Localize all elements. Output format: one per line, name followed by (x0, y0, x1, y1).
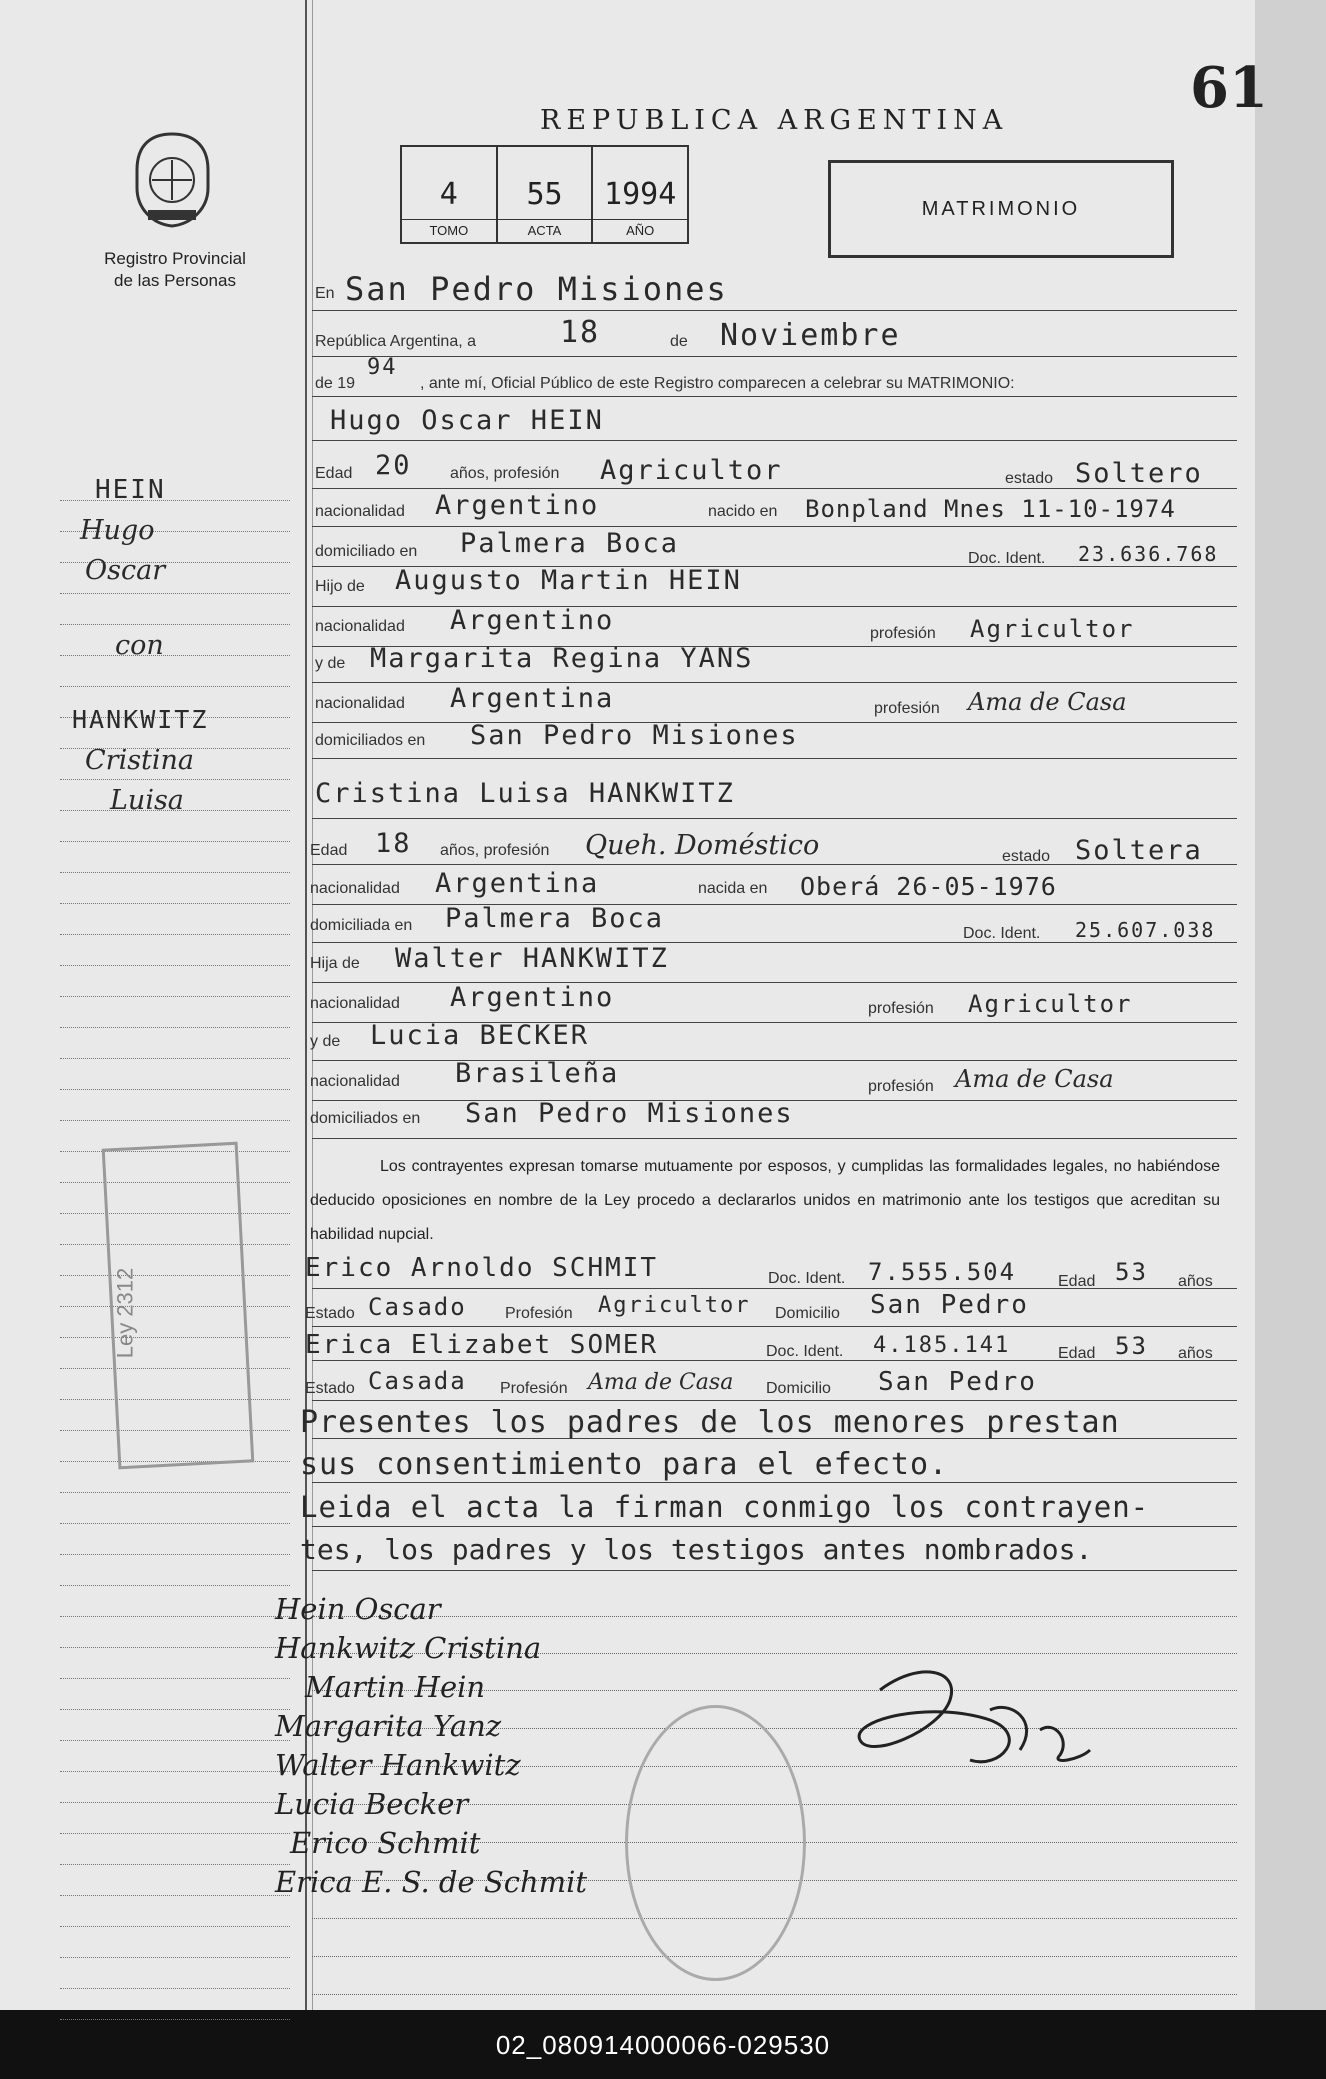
witness1-estado: Casado (368, 1293, 467, 1321)
margin-groom-name2: Oscar (85, 555, 166, 586)
witness1-prof: Agricultor (598, 1293, 751, 1318)
ano-label: AÑO (593, 219, 687, 242)
witness1-name: Erico Arnoldo SCHMIT (305, 1253, 659, 1283)
registry-line-2: de las Personas (114, 271, 236, 290)
doc-label: Doc. Ident. (963, 925, 1041, 942)
margin-bride-surname: HANKWITZ (72, 705, 209, 734)
groom-mother: Margarita Regina YANS (370, 643, 754, 674)
year-suffix: 94 (367, 355, 398, 380)
domicilio-label: Domicilio (766, 1380, 831, 1397)
margin-con: con (115, 630, 164, 661)
rule (312, 1956, 1237, 1995)
profesion-label: profesión (870, 625, 936, 642)
nacionalidad-label: nacionalidad (310, 995, 400, 1012)
nacido-label: nacido en (708, 503, 778, 520)
acta-label: ACTA (498, 219, 592, 242)
anos-profesion-label: años, profesión (440, 842, 550, 859)
margin-bride-name2: Luisa (110, 785, 184, 816)
witness2-dom: San Pedro (878, 1367, 1037, 1397)
nacionalidad-label: nacionalidad (315, 695, 405, 712)
bride-parents-dom: San Pedro Misiones (465, 1098, 794, 1129)
groom-nationality: Argentino (435, 490, 600, 521)
signature-block (275, 1590, 587, 1902)
estado-label: estado (1005, 470, 1054, 487)
day-value: 18 (560, 315, 601, 350)
witness2-name: Erica Elizabet SOMER (305, 1330, 659, 1360)
domiciliado-label: domiciliado en (315, 543, 418, 560)
en-label: En (315, 285, 335, 302)
yde-label: y de (310, 1033, 341, 1050)
signature: Hein Oscar (275, 1592, 441, 1626)
nacionalidad-label: nacionalidad (310, 1073, 400, 1090)
domiciliados-label: domiciliados en (315, 732, 426, 749)
tomo-cell (402, 147, 498, 242)
ano-cell (593, 147, 687, 242)
bride-mother: Lucia BECKER (370, 1020, 590, 1051)
bride-estado: Soltera (1075, 835, 1203, 866)
bride-full-name: Cristina Luisa HANKWITZ (315, 778, 735, 809)
registry-name (75, 248, 275, 292)
estado-label: Estado (305, 1305, 355, 1322)
profesion-label: profesión (868, 1000, 934, 1017)
country-title: REPUBLICA ARGENTINA (540, 105, 1009, 136)
anos-profesion-label: años, profesión (450, 465, 560, 482)
year-prefix: de 19 (315, 375, 356, 392)
groom-parents-dom: San Pedro Misiones (470, 720, 799, 751)
acta-value: 55 (526, 177, 563, 212)
note-line-1: Presentes los padres de los menores prestan (300, 1405, 1120, 1440)
place-value: San Pedro Misiones (345, 270, 728, 308)
signature: Martin Hein (305, 1670, 486, 1704)
file-caption: 02_080914000066-029530 (495, 2030, 831, 2060)
tomo-label: TOMO (402, 219, 496, 242)
doc-label: Doc. Ident. (766, 1343, 844, 1360)
domicilio-label: Domicilio (775, 1305, 840, 1322)
hijo-label: Hijo de (315, 578, 365, 595)
bride-domicile: Palmera Boca (445, 903, 665, 934)
groom-father: Augusto Martin HEIN (395, 565, 742, 596)
signature: Margarita Yanz (275, 1709, 502, 1743)
groom-mother-nat: Argentina (450, 683, 615, 714)
nacionalidad-label: nacionalidad (310, 880, 400, 897)
margin-bride-name1: Cristina (85, 745, 195, 776)
estado-label: estado (1002, 848, 1051, 865)
signature: Walter Hankwitz (275, 1748, 521, 1782)
signature: Erica E. S. de Schmit (275, 1865, 588, 1899)
margin-groom-name1: Hugo (80, 515, 155, 546)
groom-mother-prof: Ama de Casa (968, 688, 1127, 716)
anos-label: años (1178, 1273, 1213, 1290)
edad-label: Edad (1058, 1345, 1096, 1362)
bride-father: Walter HANKWITZ (395, 943, 669, 974)
witness2-doc: 4.185.141 (873, 1333, 1011, 1358)
doc-label: Doc. Ident. (968, 550, 1046, 567)
bride-mother-nat: Brasileña (455, 1058, 620, 1089)
bride-father-nat: Argentino (450, 982, 615, 1013)
note-line-2: sus consentimiento para el efecto. (300, 1447, 949, 1482)
bride-doc: 25.607.038 (1075, 918, 1216, 942)
officer-signature-icon (840, 1660, 1100, 1790)
de-label: de (670, 333, 688, 350)
ante-text: , ante mí, Oficial Público de este Registro comparecen a celebrar su MATRIMONIO: (420, 375, 1015, 392)
doc-label: Doc. Ident. (768, 1270, 846, 1287)
nacionalidad-label: nacionalidad (315, 618, 405, 635)
bride-father-prof: Agricultor (968, 990, 1133, 1018)
bride-mother-prof: Ama de Casa (955, 1065, 1114, 1093)
groom-estado: Soltero (1075, 458, 1203, 489)
groom-profession: Agricultor (600, 455, 783, 486)
groom-father-nat: Argentino (450, 605, 615, 636)
bride-nationality: Argentina (435, 868, 600, 899)
margin-stamp-text: Ley 2312 (112, 1267, 138, 1359)
domiciliados-label: domiciliados en (310, 1110, 421, 1127)
witness2-estado: Casada (368, 1367, 467, 1395)
witness2-prof: Ama de Casa (588, 1370, 734, 1395)
note-line-4: tes, los padres y los testigos antes nombrados. (300, 1533, 1093, 1566)
month-value: Noviembre (720, 318, 901, 353)
groom-full-name: Hugo Oscar HEIN (330, 405, 604, 436)
anos-label: años (1178, 1345, 1213, 1362)
provincial-seal-icon (130, 130, 215, 230)
groom-birth: Bonpland Mnes 11-10-1974 (805, 495, 1176, 523)
tomo-value: 4 (439, 177, 458, 212)
edad-label: Edad (310, 842, 348, 859)
profesion-label: Profesión (500, 1380, 568, 1397)
nacida-label: nacida en (698, 880, 768, 897)
domiciliada-label: domiciliada en (310, 917, 413, 934)
witness1-age: 53 (1115, 1258, 1148, 1286)
volume-box (400, 145, 689, 244)
ano-value: 1994 (604, 177, 677, 212)
nacionalidad-label: nacionalidad (315, 503, 405, 520)
doc-type-box: MATRIMONIO (828, 160, 1174, 258)
signature: Lucia Becker (275, 1787, 469, 1821)
declaration-text: Los contrayentes expresan tomarse mutuamente por esposos, y cumplidas las formalidades legales, no habiéndose deducido oposiciones en nombre de la Ley procedo a declararlos unidos en matrimonio ante los testigos que acreditan su habilidad nupcial. (310, 1158, 1220, 1243)
republica-label: República Argentina, a (315, 333, 476, 350)
registry-line-1: Registro Provincial (104, 249, 246, 268)
signature: Hankwitz Cristina (275, 1631, 542, 1665)
note-line-3: Leida el acta la firman conmigo los contrayen- (300, 1490, 1150, 1524)
page-edge (1255, 0, 1326, 2010)
margin-groom-surname: HEIN (95, 475, 166, 505)
witness1-dom: San Pedro (870, 1290, 1029, 1320)
groom-doc: 23.636.768 (1078, 542, 1219, 566)
registry-round-stamp (625, 1705, 806, 1981)
groom-father-prof: Agricultor (970, 615, 1135, 643)
profesion-label: profesión (868, 1078, 934, 1095)
profesion-label: Profesión (505, 1305, 573, 1322)
witness2-age: 53 (1115, 1332, 1148, 1360)
hija-label: Hija de (310, 955, 360, 972)
bride-profession: Queh. Doméstico (585, 830, 820, 861)
acta-cell (498, 147, 594, 242)
signature: Erico Schmit (290, 1826, 481, 1860)
groom-domicile: Palmera Boca (460, 528, 680, 559)
groom-age: 20 (375, 450, 412, 481)
bride-birth: Oberá 26-05-1976 (800, 872, 1057, 901)
edad-label: Edad (315, 465, 353, 482)
bride-age: 18 (375, 828, 412, 859)
edad-label: Edad (1058, 1273, 1096, 1290)
yde-label: y de (315, 655, 346, 672)
page-number: 61 (1190, 55, 1268, 121)
estado-label: Estado (305, 1380, 355, 1397)
witness1-doc: 7.555.504 (868, 1258, 1017, 1286)
profesion-label: profesión (874, 700, 940, 717)
